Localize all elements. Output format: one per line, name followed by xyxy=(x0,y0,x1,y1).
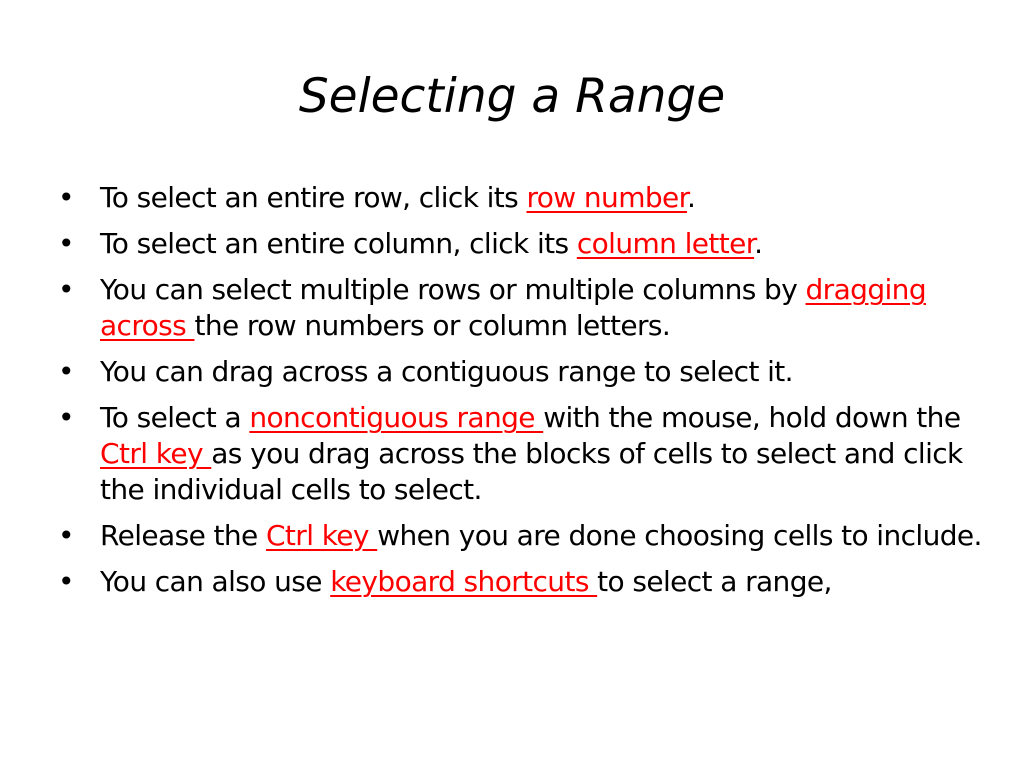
keyboard-shortcuts-link[interactable]: keyboard shortcuts xyxy=(330,565,598,598)
bullet-row-number: • To select an entire row, click its row number. xyxy=(58,180,988,216)
bullet-multiple-rows: • You can select multiple rows or multiple columns by dragging across the row numbers or column letters. xyxy=(58,272,988,344)
bullet-keyboard-shortcuts: • You can also use keyboard shortcuts to select a range, xyxy=(58,564,988,600)
column-letter-link[interactable]: column letter xyxy=(576,227,755,260)
noncontiguous-range-link[interactable]: noncontiguous range xyxy=(249,401,544,434)
slide-title: Selecting a Range xyxy=(298,69,726,124)
row-number-link[interactable]: row number xyxy=(526,181,688,214)
dragging-across-link[interactable]: dragging across xyxy=(100,273,926,342)
bullet-noncontiguous-range: • To select a noncontiguous range with the mouse, hold down the Ctrl key as you drag across the blocks of cells to select and click the individual cells to select. xyxy=(58,400,988,508)
ctrl-key-link[interactable]: Ctrl key xyxy=(100,437,212,470)
bullet-contiguous-range: • You can drag across a contiguous range to select it. xyxy=(58,354,988,390)
bullet-release-ctrl: • Release the Ctrl key when you are done choosing cells to include. xyxy=(58,518,988,554)
ctrl-key-link-2[interactable]: Ctrl key xyxy=(265,519,378,552)
bullet-list xyxy=(58,180,988,610)
bullet-column-letter: • To select an entire column, click its column letter. xyxy=(58,226,988,262)
